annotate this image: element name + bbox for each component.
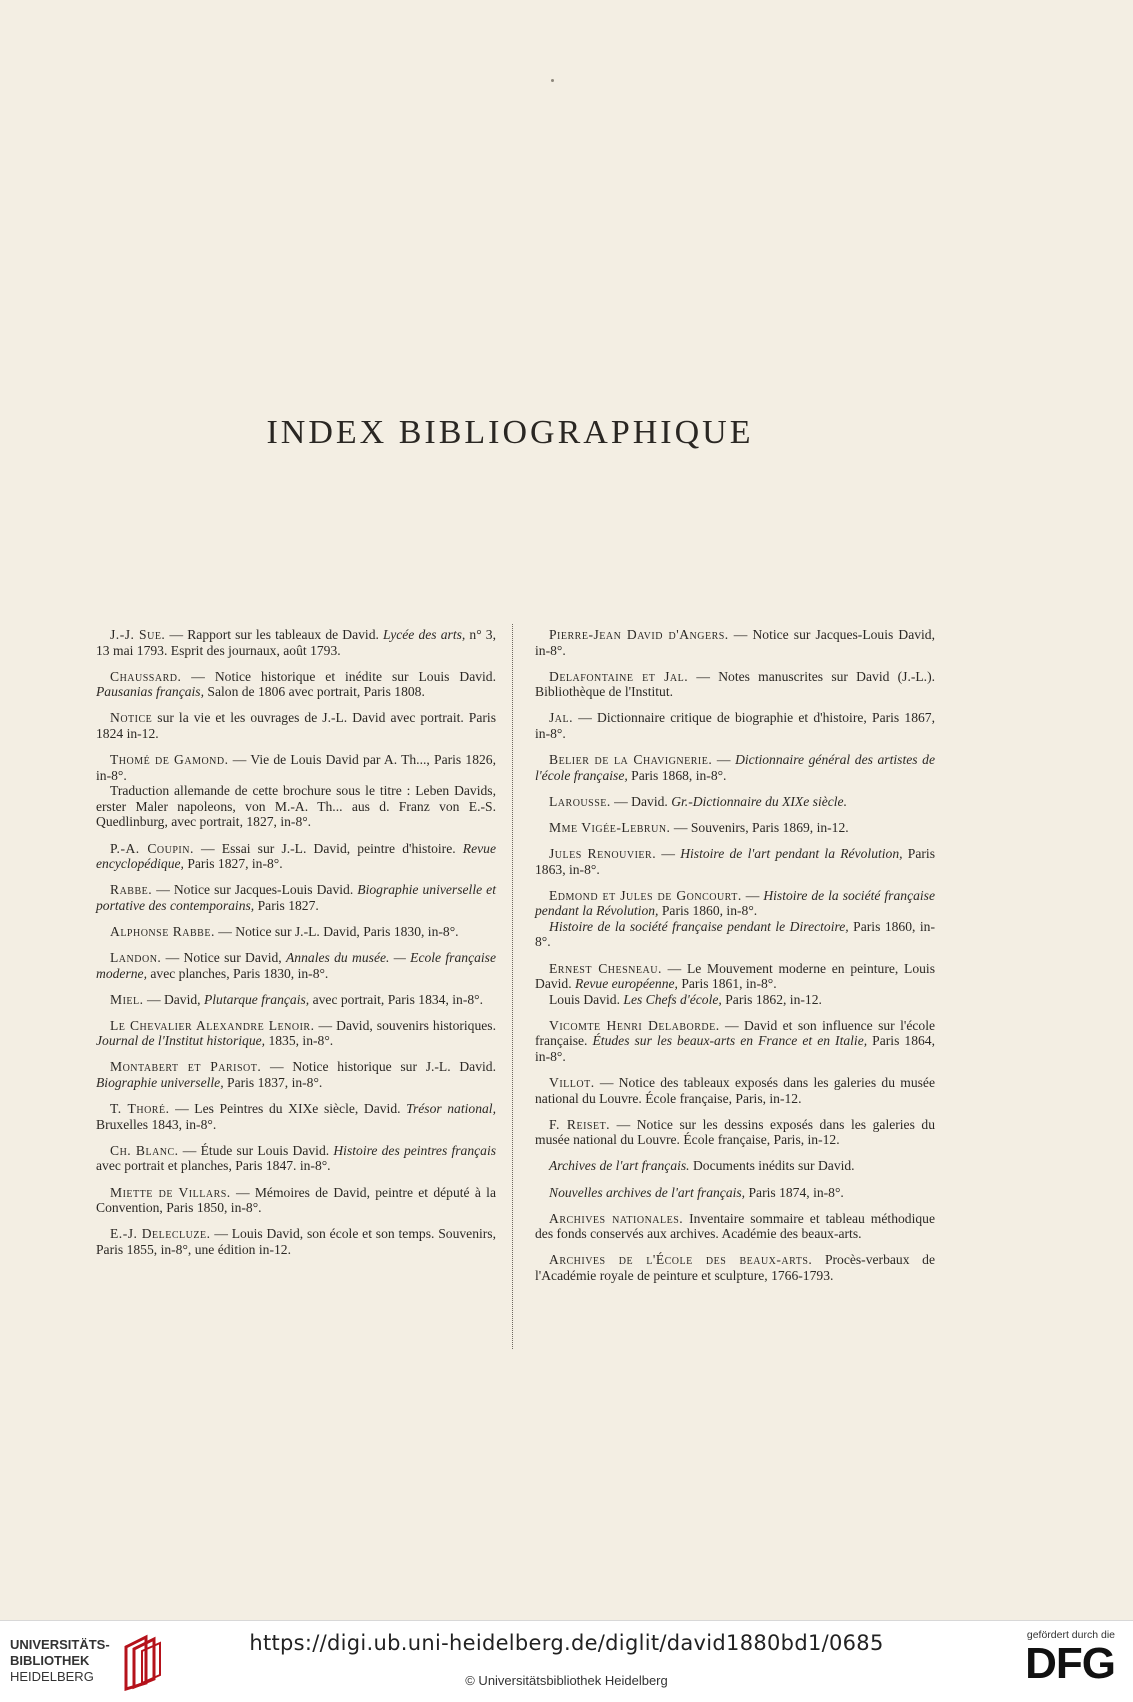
entry-details: Paris 1868, in-8°. bbox=[627, 767, 727, 783]
bibliography-entry bbox=[96, 841, 496, 872]
funded-by-label: gefördert durch die bbox=[1026, 1629, 1115, 1641]
entry-author: Belier de la Chavignerie. bbox=[549, 752, 713, 768]
bibliography-entry bbox=[535, 820, 935, 836]
entry-author: Rabbe. bbox=[110, 882, 153, 898]
entry-author: Ch. Blanc. bbox=[110, 1142, 179, 1158]
entry-text: — Le Mouvement moderne en peinture, Louis David. bbox=[535, 960, 935, 992]
entry-author: Vicomte Henri Delaborde. bbox=[549, 1017, 720, 1033]
entry-text: — bbox=[741, 887, 764, 903]
entry-author: Thomé de Gamond. bbox=[110, 752, 229, 768]
entry-text: — David, bbox=[143, 991, 204, 1007]
page-title: INDEX BIBLIOGRAPHIQUE bbox=[266, 414, 754, 451]
entry-author: Archives de l'École des beaux-arts. bbox=[549, 1252, 813, 1268]
entry-author: Chaussard. bbox=[110, 668, 182, 684]
entry-author: Jal. bbox=[549, 710, 574, 726]
entry-title: Histoire de la société française pendant la Révolution, bbox=[535, 887, 935, 919]
entry-text: — bbox=[712, 752, 736, 768]
entry-text: — David et son influence sur l'école française. bbox=[535, 1017, 936, 1049]
bibliography-entry bbox=[96, 752, 496, 783]
entry-details: Paris 1837, in-8°. bbox=[223, 1075, 323, 1091]
entry-details: Paris 1861, in-8°. bbox=[677, 976, 777, 992]
library-line3: HEIDELBERG bbox=[10, 1669, 94, 1684]
entry-author: Montabert et Parisot. bbox=[110, 1059, 262, 1075]
bibliography-right-column bbox=[535, 627, 935, 1294]
entry-text: — Notice sur les dessins exposés dans les galeries du musée national du Louvre. École française, Paris, in-12. bbox=[535, 1116, 935, 1148]
entry-author: Villot. bbox=[549, 1075, 595, 1091]
bibliography-entry bbox=[535, 888, 935, 919]
entry-title: Plutarque français, bbox=[203, 991, 310, 1007]
entry-details: Paris 1827, in-8°. bbox=[183, 856, 283, 872]
entry-text: — Dictionnaire critique de biographie et d'histoire, Paris 1867, in-8°. bbox=[535, 710, 935, 741]
entry-text: Louis David. bbox=[549, 991, 624, 1007]
entry-author: T. Thoré. bbox=[110, 1101, 170, 1117]
bibliography-entry bbox=[535, 961, 935, 992]
bibliography-entry bbox=[535, 1252, 935, 1283]
entry-text: — Notice des tableaux exposés dans les galeries du musée national du Louvre. École française, Paris, in-12. bbox=[535, 1075, 935, 1106]
entry-text: — Notes manuscrites sur David (J.-L.). Bibliothèque de l'Institut. bbox=[535, 668, 935, 700]
entry-text: Traduction allemande de cette brochure sous le titre : Leben Davids, erster Maler napoleons, von M.-A. Th... aus d. Franz von E.-S. Quedlinburg, avec portrait, 1827, in-8°. bbox=[96, 783, 496, 830]
bibliography-entry bbox=[535, 794, 935, 810]
bibliography-entry bbox=[535, 1158, 935, 1174]
entry-author: Larousse. bbox=[549, 793, 611, 809]
bibliography-entry bbox=[535, 846, 935, 877]
entry-details: avec portrait, Paris 1834, in-8°. bbox=[309, 991, 483, 1007]
entry-author: Notice bbox=[110, 710, 153, 726]
bibliography-entry bbox=[535, 710, 935, 741]
entry-details: Salon de 1806 avec portrait, Paris 1808. bbox=[204, 684, 425, 700]
entry-author: E.-J. Delecluze. bbox=[110, 1226, 211, 1242]
bibliography-entry bbox=[535, 1018, 935, 1065]
entry-title: Histoire de la société française pendant le Directoire, bbox=[549, 918, 849, 934]
entry-title: Nouvelles archives de l'art français, bbox=[549, 1184, 746, 1200]
library-line1: UNIVERSITÄTS- bbox=[10, 1637, 110, 1652]
dfg-wordmark: DFG bbox=[1025, 1639, 1115, 1688]
entry-author: J.-J. Sue. bbox=[110, 627, 166, 642]
entry-title: Biographie universelle et portative des contemporains, bbox=[96, 882, 496, 913]
entry-author: Le Chevalier Alexandre Lenoir. bbox=[110, 1017, 315, 1033]
entry-text: — Notice sur Jacques-Louis David, in-8°. bbox=[535, 627, 935, 658]
entry-author: Jules Renouvier. bbox=[549, 845, 657, 861]
entry-title: Dictionnaire général des artistes de l'école française, bbox=[535, 752, 935, 783]
bibliography-entry bbox=[96, 950, 496, 981]
entry-text: Inventaire sommaire et tableau méthodique des fonds conservés aux archives. Académie des beaux-arts. bbox=[535, 1210, 935, 1242]
entry-author: F. Reiset. bbox=[549, 1116, 611, 1132]
bibliography-entry bbox=[96, 882, 496, 913]
entry-details: Paris 1864, in-8°. bbox=[535, 1033, 935, 1064]
entry-text: Procès-verbaux de l'Académie royale de peinture et sculpture, 1766-1793. bbox=[535, 1252, 935, 1283]
entry-text: — Mémoires de David, peintre et député à la Convention, Paris 1850, in-8°. bbox=[96, 1184, 496, 1216]
bibliography-entry bbox=[96, 992, 496, 1008]
entry-text: — Étude sur Louis David. bbox=[178, 1142, 334, 1158]
entry-text: — Louis David, son école et son temps. Souvenirs, Paris 1855, in-8°, une édition in-12. bbox=[96, 1226, 496, 1257]
entry-details: Paris 1874, in-8°. bbox=[745, 1184, 844, 1200]
entry-title: Histoire des peintres français bbox=[333, 1142, 497, 1158]
bibliography-entry bbox=[535, 1075, 935, 1106]
entry-details: Documents inédits sur David. bbox=[689, 1158, 855, 1174]
entry-text: — Rapport sur les tableaux de David. bbox=[165, 627, 384, 642]
bibliography-entry bbox=[96, 710, 496, 741]
bibliography-entry bbox=[535, 1185, 935, 1201]
entry-text: — Essai sur J.-L. David, peintre d'histoire. bbox=[193, 840, 463, 856]
entry-details: Bruxelles 1843, in-8°. bbox=[96, 1116, 217, 1132]
bibliography-entry bbox=[96, 1059, 496, 1090]
entry-author: Mme Vigée-Lebrun. bbox=[549, 819, 671, 835]
entry-text: — Notice sur Jacques-Louis David. bbox=[152, 882, 358, 898]
entry-title: Biographie universelle, bbox=[96, 1075, 224, 1091]
entry-author: Pierre-Jean David d'Angers. bbox=[549, 627, 729, 642]
entry-details: Paris 1863, in-8°. bbox=[535, 845, 935, 877]
bibliography-entry bbox=[96, 1101, 496, 1132]
library-line2: BIBLIOTHEK bbox=[10, 1653, 90, 1668]
dfg-logo[interactable] bbox=[1000, 1629, 1115, 1695]
bibliography-entry bbox=[96, 1185, 496, 1216]
entry-text: — Les Peintres du XIXe siècle, David. bbox=[169, 1101, 407, 1117]
entry-details: Paris 1862, in-12. bbox=[721, 991, 822, 1007]
bibliography-entry bbox=[96, 1143, 496, 1174]
paper-speck bbox=[551, 79, 554, 82]
bibliography-entry bbox=[535, 919, 935, 950]
entry-title: Études sur les beaux-arts en France et en Italie, bbox=[592, 1033, 868, 1049]
bibliography-entry bbox=[96, 1226, 496, 1257]
bibliography-entry bbox=[535, 992, 935, 1008]
bibliography-entry bbox=[96, 783, 496, 830]
bibliography-entry bbox=[535, 1117, 935, 1148]
entry-author: Miette de Villars. bbox=[110, 1184, 231, 1200]
entry-title: Histoire de l'art pendant la Révolution, bbox=[680, 845, 903, 861]
document-url-link[interactable]: https://digi.ub.uni-heidelberg.de/diglit/david1880bd1/0685 bbox=[249, 1631, 884, 1655]
entry-text: — Notice sur David, bbox=[161, 950, 286, 965]
entry-text: — David, souvenirs historiques. bbox=[314, 1017, 496, 1033]
bibliography-entry bbox=[96, 669, 496, 700]
bibliography-entry bbox=[535, 669, 935, 700]
entry-title: Revue encyclopédique, bbox=[96, 840, 496, 872]
entry-title: Annales du musée. — Ecole française moderne, bbox=[96, 950, 496, 981]
bibliography-entry bbox=[535, 627, 935, 658]
entry-text: — Notice historique et inédite sur Louis David. bbox=[181, 668, 496, 684]
copyright-notice: © Universitätsbibliothek Heidelberg bbox=[465, 1673, 668, 1688]
entry-title: Gr.-Dictionnaire du XIXe siècle. bbox=[671, 793, 847, 809]
viewer-footer bbox=[0, 1620, 1133, 1702]
entry-author: Ernest Chesneau. bbox=[549, 960, 662, 976]
entry-details: n° 3, 13 mai 1793. Esprit des journaux, août 1793. bbox=[96, 627, 497, 658]
bibliography-entry bbox=[96, 627, 496, 658]
bibliography-entry bbox=[535, 1211, 935, 1242]
entry-text: — Notice historique sur J.-L. David. bbox=[261, 1059, 496, 1075]
entry-author: P.-A. Coupin. bbox=[110, 840, 194, 856]
entry-text: — Souvenirs, Paris 1869, in-12. bbox=[670, 819, 849, 835]
entry-author: Edmond et Jules de Goncourt. bbox=[549, 887, 742, 903]
entry-details: Paris 1827. bbox=[254, 897, 319, 913]
entry-title: Journal de l'Institut historique, bbox=[96, 1033, 266, 1049]
entry-title: Archives de l'art français. bbox=[549, 1158, 690, 1174]
entry-details: Paris 1860, in-8°. bbox=[535, 918, 935, 950]
entry-title: Lycée des arts, bbox=[383, 627, 466, 642]
entry-author: Miel. bbox=[110, 991, 144, 1007]
entry-details: Paris 1860, in-8°. bbox=[658, 903, 758, 919]
entry-details: 1835, in-8°. bbox=[265, 1033, 334, 1049]
entry-author: Alphonse Rabbe. bbox=[110, 923, 215, 939]
column-divider bbox=[512, 624, 513, 1349]
entry-text: — David. bbox=[610, 793, 672, 809]
bibliography-entry bbox=[96, 924, 496, 940]
entry-text: — bbox=[656, 845, 681, 861]
entry-text: sur la vie et les ouvrages de J.-L. David avec portrait. Paris 1824 in-12. bbox=[96, 710, 496, 741]
bibliography-entry bbox=[96, 1018, 496, 1049]
entry-title: Trésor national, bbox=[406, 1101, 496, 1117]
entry-details: avec planches, Paris 1830, in-8°. bbox=[146, 965, 329, 981]
bibliography-entry bbox=[535, 752, 935, 783]
entry-title: Les Chefs d'école, bbox=[623, 991, 722, 1007]
entry-author: Landon. bbox=[110, 950, 162, 965]
entry-details: avec portrait et planches, Paris 1847. in-8°. bbox=[96, 1158, 331, 1174]
bibliography-left-column bbox=[96, 627, 496, 1268]
entry-text: — Notice sur J.-L. David, Paris 1830, in-8°. bbox=[214, 923, 459, 939]
entry-title: Revue européenne, bbox=[575, 976, 678, 992]
entry-author: Delafontaine et Jal. bbox=[549, 668, 689, 684]
entry-author: Archives nationales. bbox=[549, 1210, 684, 1226]
entry-text: — Vie de Louis David par A. Th..., Paris 1826, in-8°. bbox=[96, 752, 497, 783]
entry-title: Pausanias français, bbox=[96, 684, 204, 700]
